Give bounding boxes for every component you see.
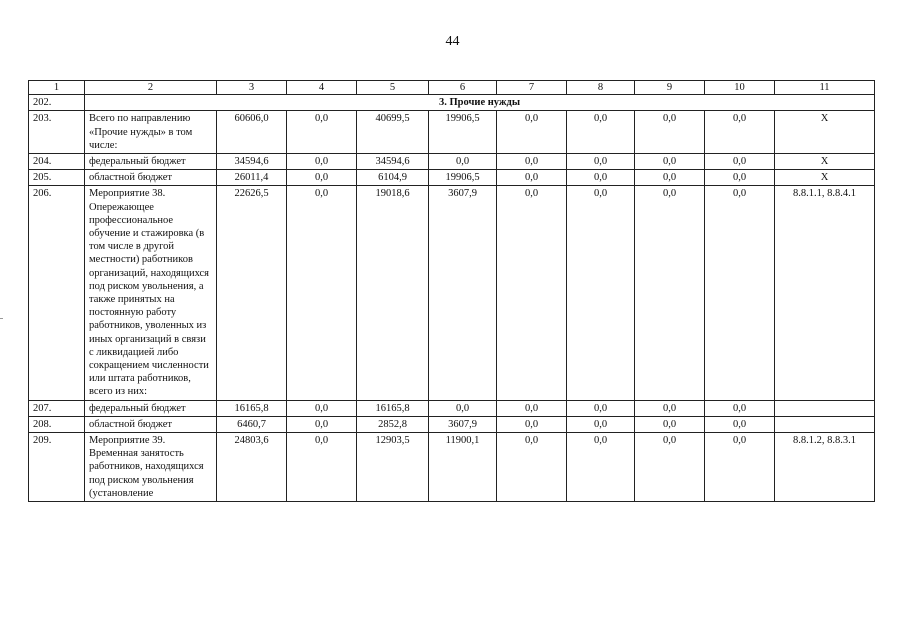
- table-row: [29, 400, 875, 416]
- row-name: Мероприятие 38. Опережающее профессиональное обучение и стажировка (в том числе в другой местности) работников организаций, находящихся под риском увольнения, а также принятых на постоянную работу работников, уволенных из иных организаций в связи с ликвидацией либо сокращением численности или штата работников, всего из них:: [85, 186, 217, 400]
- col10-cell: 0,0: [705, 400, 775, 416]
- col5-cell: 19018,6: [357, 186, 429, 400]
- col5-cell: 16165,8: [357, 400, 429, 416]
- col4-cell: 0,0: [287, 416, 357, 432]
- col8-cell: 0,0: [567, 400, 635, 416]
- col6-cell: 19906,5: [429, 111, 497, 154]
- row-name: федеральный бюджет: [85, 400, 217, 416]
- col7-cell: 0,0: [497, 433, 567, 502]
- col6-cell: 0,0: [429, 400, 497, 416]
- total-cell: 60606,0: [217, 111, 287, 154]
- total-cell: 16165,8: [217, 400, 287, 416]
- column-number: 1: [29, 81, 85, 95]
- result-code-cell: 8.8.1.1, 8.8.4.1: [775, 186, 875, 400]
- row-number: 206.: [29, 186, 85, 400]
- col5-cell: 6104,9: [357, 170, 429, 186]
- col7-cell: 0,0: [497, 186, 567, 400]
- col6-cell: 3607,9: [429, 416, 497, 432]
- col9-cell: 0,0: [635, 400, 705, 416]
- result-code-cell: [775, 416, 875, 432]
- col5-cell: 40699,5: [357, 111, 429, 154]
- col4-cell: 0,0: [287, 186, 357, 400]
- result-code-cell: X: [775, 170, 875, 186]
- row-name: федеральный бюджет: [85, 154, 217, 170]
- result-code-cell: [775, 400, 875, 416]
- table-row: [29, 111, 875, 154]
- col6-cell: 3607,9: [429, 186, 497, 400]
- col8-cell: 0,0: [567, 416, 635, 432]
- col6-cell: 0,0: [429, 154, 497, 170]
- row-name: Мероприятие 39. Временная занятость работников, находящихся под риском увольнения (установление: [85, 433, 217, 502]
- total-cell: 34594,6: [217, 154, 287, 170]
- row-number: 203.: [29, 111, 85, 154]
- col7-cell: 0,0: [497, 154, 567, 170]
- budget-table: [28, 80, 875, 502]
- col10-cell: 0,0: [705, 186, 775, 400]
- col4-cell: 0,0: [287, 433, 357, 502]
- row-number: 208.: [29, 416, 85, 432]
- column-number: 11: [775, 81, 875, 95]
- col6-cell: 11900,1: [429, 433, 497, 502]
- col10-cell: 0,0: [705, 111, 775, 154]
- row-number: 202.: [29, 95, 85, 111]
- total-cell: 26011,4: [217, 170, 287, 186]
- col9-cell: 0,0: [635, 111, 705, 154]
- row-name: областной бюджет: [85, 416, 217, 432]
- result-code-cell: X: [775, 154, 875, 170]
- column-number: 10: [705, 81, 775, 95]
- column-number: 6: [429, 81, 497, 95]
- col9-cell: 0,0: [635, 433, 705, 502]
- col10-cell: 0,0: [705, 416, 775, 432]
- col8-cell: 0,0: [567, 154, 635, 170]
- col10-cell: 0,0: [705, 170, 775, 186]
- column-number: 4: [287, 81, 357, 95]
- total-cell: 6460,7: [217, 416, 287, 432]
- total-cell: 24803,6: [217, 433, 287, 502]
- row-number: 207.: [29, 400, 85, 416]
- col10-cell: 0,0: [705, 433, 775, 502]
- col4-cell: 0,0: [287, 111, 357, 154]
- col6-cell: 19906,5: [429, 170, 497, 186]
- col8-cell: 0,0: [567, 111, 635, 154]
- col7-cell: 0,0: [497, 416, 567, 432]
- col7-cell: 0,0: [497, 400, 567, 416]
- column-number: 3: [217, 81, 287, 95]
- col8-cell: 0,0: [567, 186, 635, 400]
- col4-cell: 0,0: [287, 154, 357, 170]
- scan-edge-mark: [0, 318, 3, 319]
- row-number: 205.: [29, 170, 85, 186]
- table-row: [29, 433, 875, 502]
- col9-cell: 0,0: [635, 170, 705, 186]
- column-number-row: [29, 81, 875, 95]
- table-row: [29, 170, 875, 186]
- col4-cell: 0,0: [287, 170, 357, 186]
- col9-cell: 0,0: [635, 416, 705, 432]
- column-number: 9: [635, 81, 705, 95]
- col9-cell: 0,0: [635, 154, 705, 170]
- col10-cell: 0,0: [705, 154, 775, 170]
- col8-cell: 0,0: [567, 433, 635, 502]
- table-row: [29, 186, 875, 400]
- col5-cell: 2852,8: [357, 416, 429, 432]
- table-row: [29, 154, 875, 170]
- column-number: 7: [497, 81, 567, 95]
- row-name: областной бюджет: [85, 170, 217, 186]
- section-row: [29, 95, 875, 111]
- column-number: 5: [357, 81, 429, 95]
- page-number: 44: [445, 34, 460, 49]
- row-number: 204.: [29, 154, 85, 170]
- column-number: 8: [567, 81, 635, 95]
- col4-cell: 0,0: [287, 400, 357, 416]
- total-cell: 22626,5: [217, 186, 287, 400]
- column-number: 2: [85, 81, 217, 95]
- result-code-cell: X: [775, 111, 875, 154]
- table-row: [29, 416, 875, 432]
- row-number: 209.: [29, 433, 85, 502]
- row-name: Всего по направлению «Прочие нужды» в том числе:: [85, 111, 217, 154]
- section-title: 3. Прочие нужды: [85, 95, 875, 111]
- col9-cell: 0,0: [635, 186, 705, 400]
- col8-cell: 0,0: [567, 170, 635, 186]
- result-code-cell: 8.8.1.2, 8.8.3.1: [775, 433, 875, 502]
- col5-cell: 34594,6: [357, 154, 429, 170]
- col5-cell: 12903,5: [357, 433, 429, 502]
- col7-cell: 0,0: [497, 170, 567, 186]
- col7-cell: 0,0: [497, 111, 567, 154]
